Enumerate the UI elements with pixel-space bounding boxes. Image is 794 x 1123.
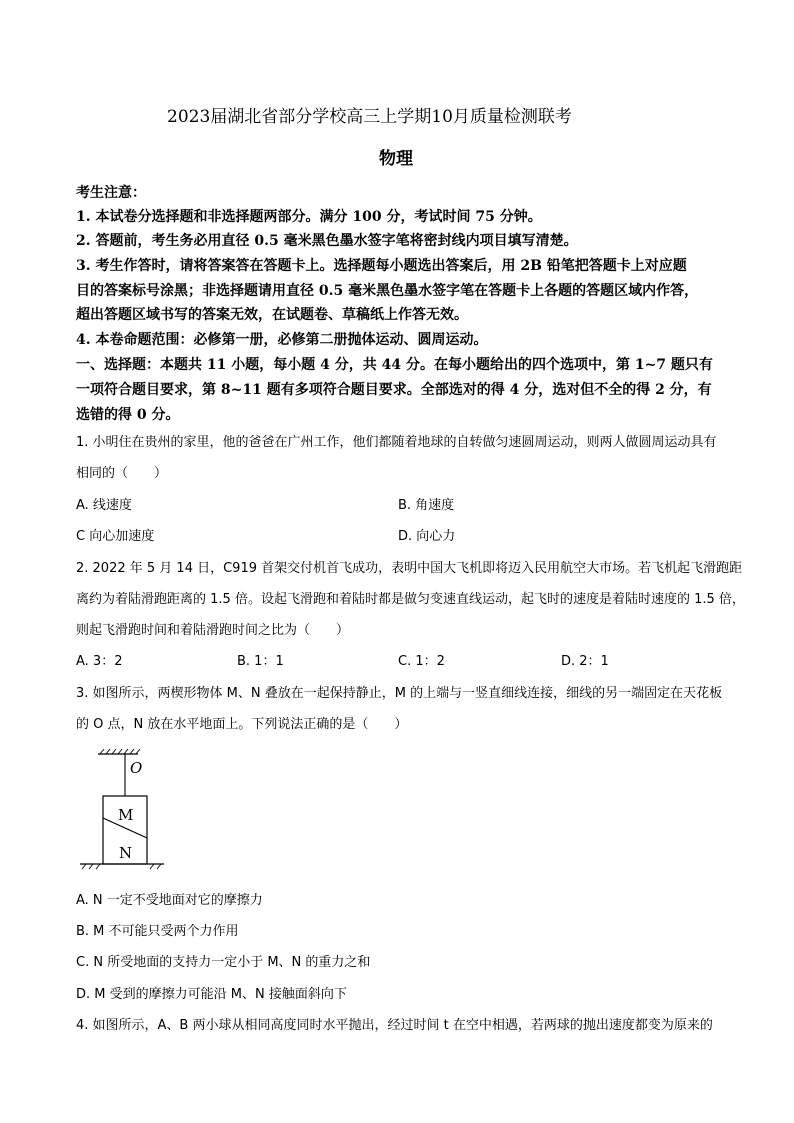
question-3-option-b: B. M 不可能只受两个力作用 [76,924,239,939]
wedge-diagram-svg [76,748,166,872]
section-instruction: 一项符合题目要求，第 8~11 题有多项符合题目要求。全部选对的得 4 分，选对但不全的得 2 分，有 [76,382,712,398]
notice-item: 3. 考生作答时，请将答案答在答题卡上。选择题每小题选出答案后，用 2B 铅笔把答题卡上对应题 [76,258,687,274]
question-1-text: 相同的（ ） [76,466,168,481]
question-3-text: 3. 如图所示，两楔形物体 M、N 叠放在一起保持静止，M 的上端与一竖直细线连接，细线的另一端固定在天花板 [76,686,723,701]
question-2-option-a: A. 3：2 [76,654,123,669]
question-1-option-a: A. 线速度 [76,498,132,513]
question-2-text: 2. 2022 年 5 月 14 日，C919 首架交付机首飞成功，表明中国大飞机即将迈入民用航空大市场。若飞机起飞滑跑距 [76,561,743,576]
question-1-option-d: D. 向心力 [398,529,456,544]
ceiling-hatch [100,749,140,754]
question-1-option-b: B. 角速度 [398,498,455,513]
question-1-option-c: C 向心加速度 [76,529,155,544]
question-2-text: 离约为着陆滑跑距离的 1.5 倍。设起飞滑跑和着陆时都是做匀变速直线运动，起飞时的速度是着陆时速度的 1.5 倍， [76,592,745,607]
notice-heading: 考生注意： [76,185,146,201]
block-m-label: M [118,806,134,824]
notice-item: 1. 本试卷分选择题和非选择题两部分。满分 100 分，考试时间 75 分钟。 [76,209,542,225]
notice-item: 超出答题区域书写的答案无效，在试题卷、草稿纸上作答无效。 [76,307,468,323]
exam-title: 2023届湖北省部分学校高三上学期10月质量检测联考 [167,107,572,127]
wedge-diagram [76,748,166,872]
question-2-option-c: C. 1：2 [398,654,445,669]
notice-item: 目的答案标号涂黑；非选择题请用直径 0.5 毫米黑色墨水签字笔在答题卡上各题的答题区域内作答， [76,283,699,299]
question-3-option-c: C. N 所受地面的支持力一定小于 M、N 的重力之和 [76,955,371,970]
point-o-label: O [130,759,143,777]
notice-item: 2. 答题前，考生务必用直径 0.5 毫米黑色墨水签字笔将密封线内项目填写清楚。 [76,233,578,249]
block-n-label: N [119,844,133,862]
question-3-option-a: A. N 一定不受地面对它的摩擦力 [76,893,263,908]
ground-hatch [82,864,161,869]
question-3-text: 的 O 点，N 放在水平地面上。下列说法正确的是（ ） [76,717,408,732]
section-instruction: 选错的得 0 分。 [76,407,180,423]
subject-title: 物理 [379,149,413,169]
notice-item: 4. 本卷命题范围：必修第一册，必修第二册抛体运动、圆周运动。 [76,332,488,348]
question-2-option-b: B. 1：1 [237,654,284,669]
question-4-text: 4. 如图所示，A、B 两小球从相同高度同时水平抛出，经过时间 t 在空中相遇，若两球的抛出速度都变为原来的 [76,1018,713,1033]
question-1-text: 1. 小明住在贵州的家里，他的爸爸在广州工作，他们都随着地球的自转做匀速圆周运动，则两人做圆周运动具有 [76,435,717,450]
question-2-option-d: D. 2：1 [561,654,609,669]
section-instruction: 一、选择题：本题共 11 小题，每小题 4 分，共 44 分。在每小题给出的四个选项中，第 1~7 题只有 [76,357,713,373]
question-3-option-d: D. M 受到的摩擦力可能沿 M、N 接触面斜向下 [76,987,347,1002]
question-2-text: 则起飞滑跑时间和着陆滑跑时间之比为（ ） [76,623,350,638]
